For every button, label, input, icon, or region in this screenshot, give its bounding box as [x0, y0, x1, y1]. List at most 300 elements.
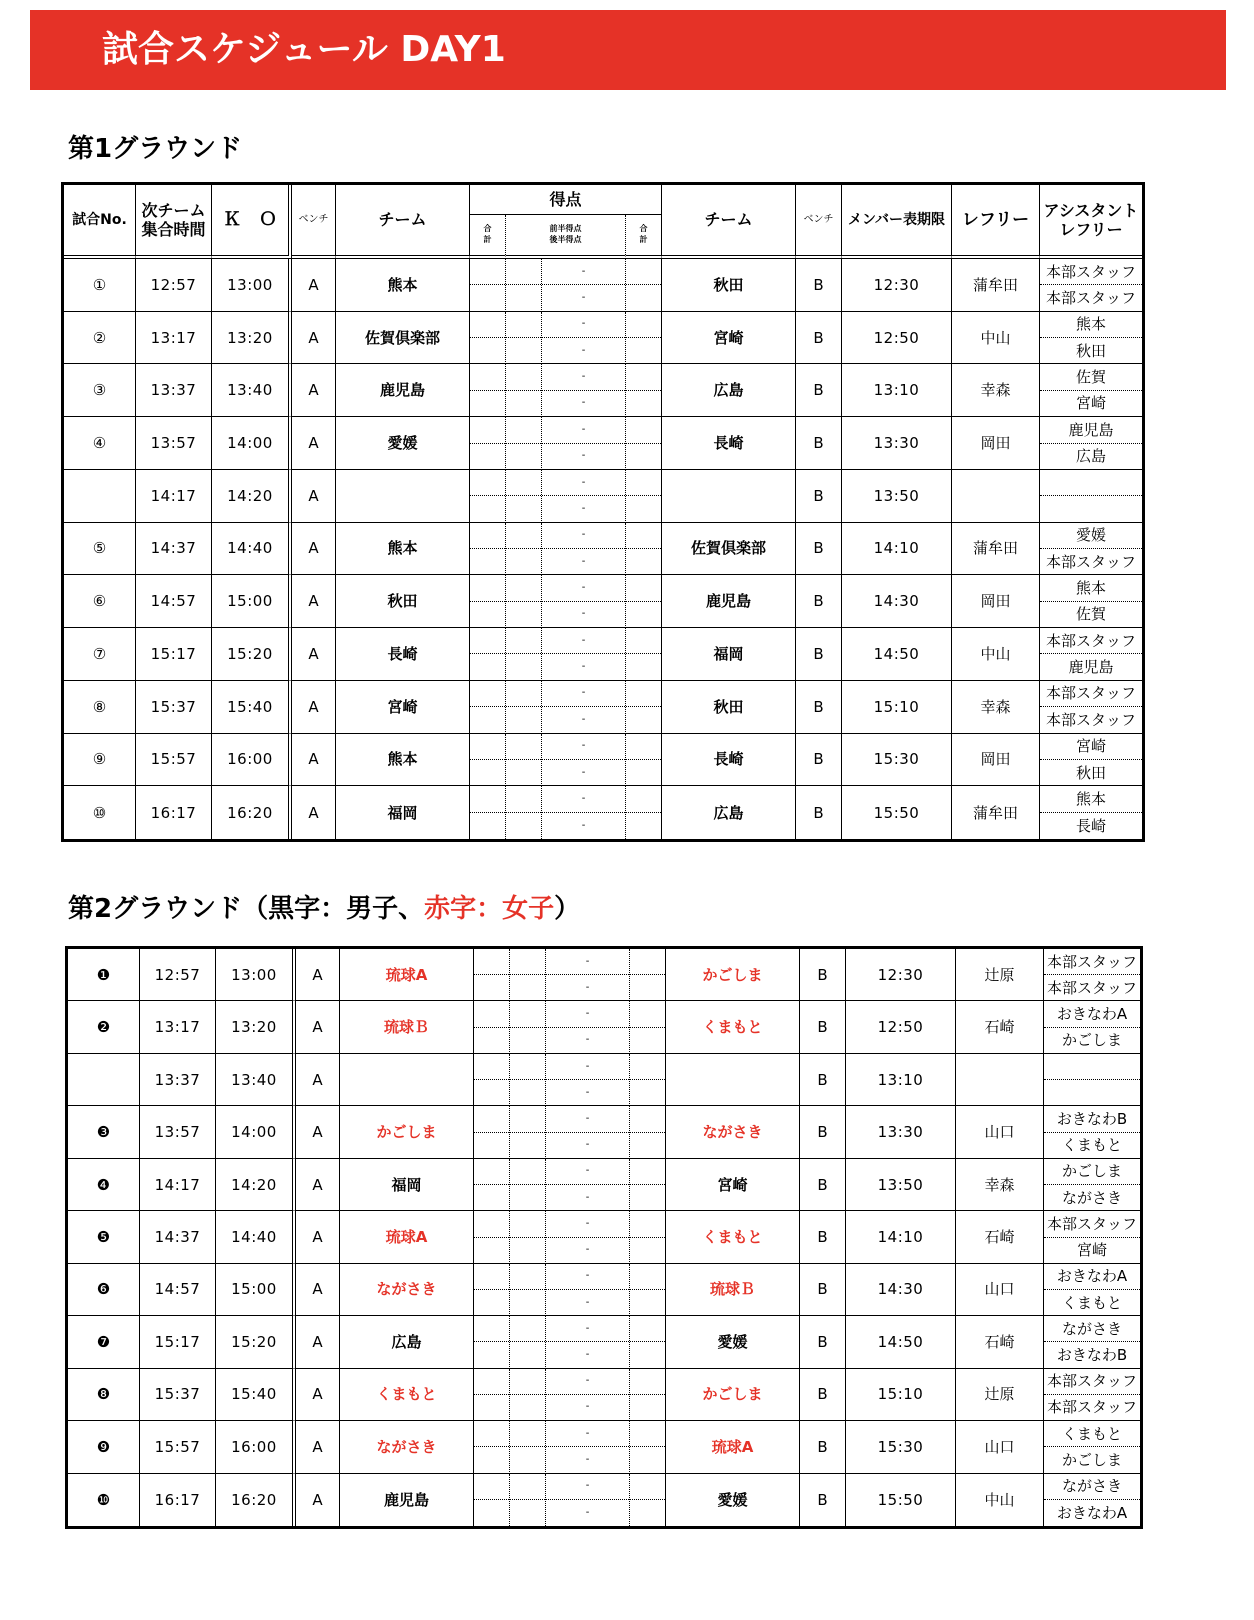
score-total-b-half-1	[626, 734, 661, 760]
match-number: ❻	[68, 1264, 140, 1316]
member-deadline: 13:10	[842, 364, 952, 417]
score-total-b	[630, 949, 666, 1001]
bench-b: B	[796, 575, 842, 628]
assistant-referee-1: 本部スタッフ	[1044, 949, 1140, 975]
score-total-b-half-1	[626, 523, 661, 549]
score-half-a-half-2	[506, 285, 541, 310]
score-total-a	[470, 575, 506, 628]
score-half-b-half-2: -	[581, 661, 586, 673]
match-number: ❶	[68, 949, 140, 1001]
score-half-b-half-2: -	[585, 1086, 590, 1098]
match-number: ⑤	[64, 523, 136, 576]
assistant-referee-1: 佐賀	[1040, 364, 1142, 390]
match-number: ①	[64, 259, 136, 312]
assistant-referees	[1044, 1369, 1140, 1421]
score-half-a-half-1	[510, 1054, 545, 1080]
score-half-a	[506, 417, 542, 470]
assistant-referee-2: かごしま	[1061, 1450, 1122, 1469]
assistant-referee-2: 秋田	[1075, 341, 1106, 360]
team-b: 秋田	[662, 681, 796, 734]
score-half-a-half-2	[510, 975, 545, 1000]
score-half-a-half-2	[506, 444, 541, 469]
bench-b: B	[800, 1264, 846, 1316]
score-half-a-half-1	[510, 1106, 545, 1132]
member-deadline: 12:30	[846, 949, 956, 1001]
score-half-a	[506, 259, 542, 312]
member-deadline: 15:10	[846, 1369, 956, 1421]
score-half-a-half-1	[510, 1264, 545, 1290]
bench-a: A	[296, 1001, 340, 1053]
team-b: 愛媛	[666, 1474, 800, 1526]
score-half-b-half-1: -	[542, 259, 625, 285]
score-total-a-half-2	[470, 549, 505, 574]
gather-time: 15:17	[140, 1316, 216, 1368]
score-total-b-half-2	[630, 1447, 665, 1472]
assistant-referee-1: 本部スタッフ	[1044, 1211, 1140, 1237]
score-total-a	[470, 470, 506, 523]
gather-time: 15:17	[136, 628, 212, 681]
member-deadline: 12:50	[842, 312, 952, 365]
score-total-a-half-1	[470, 681, 505, 707]
score-total-b	[626, 734, 662, 787]
bench-a: A	[296, 949, 340, 1001]
ground2-table	[65, 946, 1143, 1529]
score-half-a-half-1	[510, 1369, 545, 1395]
match-number: ⑥	[64, 575, 136, 628]
kickoff-time: 15:20	[216, 1316, 296, 1368]
gather-time: 14:37	[140, 1211, 216, 1263]
team-a: 熊本	[336, 523, 470, 576]
bench-a: A	[296, 1159, 340, 1211]
score-half-b-half-2: -	[585, 981, 590, 993]
kickoff-time: 13:40	[212, 364, 292, 417]
score-total-b	[626, 681, 662, 734]
score-half-b-half-2: -	[581, 292, 586, 304]
score-total-a-half-2	[474, 1133, 509, 1158]
team-b	[666, 1054, 800, 1106]
score-total-a-half-1	[470, 523, 505, 549]
bench-b: B	[796, 786, 842, 839]
team-b: 鹿児島	[662, 575, 796, 628]
bench-b: B	[800, 1106, 846, 1158]
score-total-a-half-2	[474, 1447, 509, 1472]
score-half-b-half-2: -	[581, 766, 586, 778]
member-deadline: 13:30	[842, 417, 952, 470]
score-total-a-half-1	[470, 312, 505, 338]
score-total-a-half-1	[474, 1264, 509, 1290]
assistant-referee-2: 宮崎	[1076, 1241, 1107, 1260]
referee: 辻原	[956, 1369, 1044, 1421]
match-number: ❿	[68, 1474, 140, 1526]
score-half-b	[546, 1001, 630, 1053]
score-half-a	[510, 1211, 546, 1263]
gather-time: 13:17	[140, 1001, 216, 1053]
score-half-a-half-1	[510, 1159, 545, 1185]
score-half-a	[506, 364, 542, 417]
header-match-no: 試合No.	[64, 185, 136, 259]
score-total-b-half-2	[626, 444, 661, 469]
assistant-referees	[1040, 734, 1142, 787]
match-number: ③	[64, 364, 136, 417]
bench-a: A	[296, 1316, 340, 1368]
ground1-table	[61, 182, 1145, 842]
referee: 幸森	[952, 681, 1040, 734]
score-half-a-half-1	[506, 364, 541, 390]
bench-a: A	[292, 575, 336, 628]
member-deadline: 13:50	[846, 1159, 956, 1211]
score-half-a	[510, 1421, 546, 1473]
score-half-a-half-2	[510, 1290, 545, 1315]
score-half-b-half-2: -	[581, 344, 586, 356]
score-total-a-half-2	[474, 1185, 509, 1210]
match-number: ❾	[68, 1421, 140, 1473]
gather-time: 15:37	[136, 681, 212, 734]
team-b: 愛媛	[666, 1316, 800, 1368]
gather-time: 13:57	[140, 1106, 216, 1158]
team-b: くまもと	[666, 1001, 800, 1053]
referee: 山口	[956, 1421, 1044, 1473]
score-half-a-half-2	[506, 760, 541, 785]
score-total-a-half-2	[470, 707, 505, 732]
score-total-a-half-2	[470, 391, 505, 416]
assistant-referee-2: 宮崎	[1075, 394, 1106, 413]
assistant-referee-2: 広島	[1075, 447, 1106, 466]
score-half-a	[506, 628, 542, 681]
score-half-a-half-1	[510, 1421, 545, 1447]
member-deadline: 15:50	[842, 786, 952, 839]
ground1-grid	[64, 185, 1142, 839]
header-assistant-line1: アシスタント	[1043, 200, 1139, 220]
title-banner	[30, 10, 1226, 90]
bench-b: B	[796, 259, 842, 312]
kickoff-time: 13:00	[216, 949, 296, 1001]
bench-a: A	[292, 312, 336, 365]
assistant-referees	[1040, 523, 1142, 576]
assistant-referee-1: 鹿児島	[1040, 417, 1142, 443]
bench-a: A	[292, 628, 336, 681]
score-half-a-half-1	[506, 312, 541, 338]
assistant-referee-1: ながさき	[1044, 1316, 1140, 1342]
match-number: ❸	[68, 1106, 140, 1158]
assistant-referee-1: 熊本	[1040, 312, 1142, 338]
kickoff-time: 16:00	[212, 734, 292, 787]
score-total-a-half-2	[474, 1238, 509, 1263]
score-half-b-half-2: -	[581, 713, 586, 725]
assistant-referee-1	[1044, 1054, 1140, 1080]
team-a: 琉球A	[340, 1211, 474, 1263]
kickoff-time: 14:40	[216, 1211, 296, 1263]
assistant-referee-1: おきなわA	[1044, 1001, 1140, 1027]
kickoff-time: 15:40	[212, 681, 292, 734]
score-total-b-half-2	[626, 813, 661, 839]
team-b: 宮崎	[666, 1159, 800, 1211]
team-b: 宮崎	[662, 312, 796, 365]
ground2-grid	[68, 949, 1140, 1526]
team-b: 長崎	[662, 417, 796, 470]
score-total-b-half-2	[630, 1500, 665, 1526]
referee: 幸森	[952, 364, 1040, 417]
bench-a: A	[292, 523, 336, 576]
ground1-heading: 第1グラウンド	[68, 134, 243, 164]
assistant-referees	[1044, 1264, 1140, 1316]
match-number: ④	[64, 417, 136, 470]
score-half-a	[506, 523, 542, 576]
gather-time: 14:57	[140, 1264, 216, 1316]
match-number: ②	[64, 312, 136, 365]
assistant-referee-2: くまもと	[1061, 1293, 1122, 1312]
member-deadline: 13:50	[842, 470, 952, 523]
score-half-b-half-1: -	[546, 1106, 629, 1132]
bench-b: B	[800, 1474, 846, 1526]
member-deadline: 14:50	[846, 1316, 956, 1368]
score-total-a	[474, 1421, 510, 1473]
score-total-b-half-2	[630, 1028, 665, 1053]
assistant-referees	[1044, 1421, 1140, 1473]
header-member-deadline: メンバー表期限	[842, 185, 952, 259]
score-half-a-half-1	[506, 734, 541, 760]
assistant-referee-1	[1040, 470, 1142, 496]
score-total-b-half-2	[630, 1342, 665, 1367]
score-total-a	[470, 312, 506, 365]
score-half-a	[506, 470, 542, 523]
header-assistant-referee	[1040, 185, 1142, 259]
score-half-b-half-2: -	[585, 1401, 590, 1413]
score-total-b	[630, 1106, 666, 1158]
score-total-b	[626, 470, 662, 523]
gather-time: 15:57	[140, 1421, 216, 1473]
score-half-a-half-2	[510, 1133, 545, 1158]
team-a: 秋田	[336, 575, 470, 628]
score-half-a-half-2	[506, 813, 541, 839]
bench-b: B	[800, 1316, 846, 1368]
assistant-referee-2: おきなわA	[1056, 1504, 1128, 1523]
score-half-a	[506, 681, 542, 734]
member-deadline: 15:10	[842, 681, 952, 734]
score-total-a	[470, 364, 506, 417]
header-bench-b: ベンチ	[796, 185, 842, 259]
header-gather-line2: 集合時間	[141, 220, 206, 239]
score-total-b-half-1	[626, 470, 661, 496]
score-half-a-half-2	[506, 338, 541, 363]
team-a: 長崎	[336, 628, 470, 681]
score-total-a-half-2	[474, 1500, 509, 1526]
score-total-b-half-2	[630, 1133, 665, 1158]
score-total-b-half-2	[626, 707, 661, 732]
score-half-b	[542, 734, 626, 787]
score-half-b-half-1: -	[542, 628, 625, 654]
score-half-b	[542, 259, 626, 312]
score-half-b-half-2: -	[581, 502, 586, 514]
score-total-a	[470, 786, 506, 839]
score-total-b-half-1	[630, 1421, 665, 1447]
score-total-b	[630, 1211, 666, 1263]
assistant-referee-2	[1040, 496, 1142, 521]
header-assistant-line2: レフリー	[1059, 220, 1123, 239]
bench-a: A	[292, 364, 336, 417]
score-half-b-half-1: -	[546, 1159, 629, 1185]
team-a: 鹿児島	[336, 364, 470, 417]
score-half-b-half-1: -	[542, 470, 625, 496]
score-total-a	[474, 1211, 510, 1263]
header-total-b-1: 合	[639, 224, 648, 234]
score-total-b-half-2	[630, 1185, 665, 1210]
score-total-b-half-2	[630, 1290, 665, 1315]
score-half-a-half-1	[510, 949, 545, 975]
assistant-referees	[1040, 364, 1142, 417]
score-total-a	[474, 1264, 510, 1316]
score-total-b-half-1	[626, 575, 661, 601]
assistant-referee-2: 佐賀	[1075, 605, 1106, 624]
team-a	[336, 470, 470, 523]
score-half-a	[506, 575, 542, 628]
assistant-referee-2: 本部スタッフ	[1045, 552, 1136, 571]
assistant-referee-1: 愛媛	[1040, 523, 1142, 549]
bench-b: B	[800, 1159, 846, 1211]
assistant-referee-1: 熊本	[1040, 575, 1142, 601]
assistant-referees	[1040, 417, 1142, 470]
assistant-referee-1: 本部スタッフ	[1040, 681, 1142, 707]
score-half-a	[510, 1106, 546, 1158]
assistant-referee-2: くまもと	[1061, 1136, 1122, 1155]
header-half-scores	[506, 215, 626, 259]
match-number	[68, 1054, 140, 1106]
score-half-a	[506, 734, 542, 787]
bench-a: A	[292, 470, 336, 523]
team-b: ながさき	[666, 1106, 800, 1158]
gather-time: 13:37	[136, 364, 212, 417]
bench-b: B	[796, 523, 842, 576]
team-a: 宮崎	[336, 681, 470, 734]
score-total-b-half-2	[626, 602, 661, 627]
team-a: 琉球A	[340, 949, 474, 1001]
assistant-referee-2: 本部スタッフ	[1045, 710, 1136, 729]
kickoff-time: 14:00	[216, 1106, 296, 1158]
assistant-referees	[1044, 1159, 1140, 1211]
header-total-a-1: 合	[483, 224, 492, 234]
score-total-b	[626, 312, 662, 365]
score-half-a-half-1	[506, 259, 541, 285]
score-total-b	[626, 628, 662, 681]
kickoff-time: 14:20	[216, 1159, 296, 1211]
score-half-b-half-2: -	[581, 450, 586, 462]
bench-b: B	[796, 734, 842, 787]
bench-b: B	[800, 1054, 846, 1106]
bench-a: A	[296, 1369, 340, 1421]
score-total-b-half-2	[630, 1395, 665, 1420]
score-total-b-half-1	[626, 259, 661, 285]
bench-b: B	[800, 1001, 846, 1053]
team-b: 広島	[662, 786, 796, 839]
assistant-referees	[1040, 681, 1142, 734]
score-half-a-half-1	[506, 628, 541, 654]
member-deadline: 13:30	[846, 1106, 956, 1158]
member-deadline: 14:10	[842, 523, 952, 576]
ground2-heading-legend: 赤字：女子	[424, 894, 555, 924]
score-total-b-half-1	[630, 1054, 665, 1080]
score-total-b-half-2	[626, 496, 661, 521]
referee: 中山	[952, 628, 1040, 681]
team-b: 長崎	[662, 734, 796, 787]
team-a: 福岡	[336, 786, 470, 839]
header-gather-time	[136, 185, 212, 259]
score-half-b	[546, 1421, 630, 1473]
assistant-referees	[1040, 312, 1142, 365]
score-total-a	[474, 1001, 510, 1053]
score-total-a	[474, 1054, 510, 1106]
referee: 山口	[956, 1106, 1044, 1158]
referee: 石崎	[956, 1316, 1044, 1368]
assistant-referee-2: かごしま	[1061, 1031, 1122, 1050]
assistant-referee-2: 秋田	[1075, 763, 1106, 782]
assistant-referees	[1040, 575, 1142, 628]
score-total-a	[470, 628, 506, 681]
score-half-b-half-1: -	[546, 1001, 629, 1027]
match-number: ❺	[68, 1211, 140, 1263]
team-a	[340, 1054, 474, 1106]
score-half-b-half-2: -	[581, 608, 586, 620]
assistant-referees	[1044, 1474, 1140, 1526]
bench-a: A	[292, 259, 336, 312]
assistant-referees	[1040, 259, 1142, 312]
score-half-a	[506, 786, 542, 839]
score-half-b	[542, 786, 626, 839]
header-kickoff: Ｋ Ｏ	[212, 185, 292, 259]
assistant-referee-2: 本部スタッフ	[1046, 1398, 1137, 1417]
score-half-b-half-2: -	[585, 1453, 590, 1465]
score-half-b-half-2: -	[585, 1139, 590, 1151]
score-total-a-half-1	[474, 949, 509, 975]
assistant-referees	[1044, 1316, 1140, 1368]
score-half-b	[542, 681, 626, 734]
score-total-b-half-2	[626, 285, 661, 310]
bench-a: A	[296, 1211, 340, 1263]
score-total-a-half-2	[470, 813, 505, 839]
header-score: 得点	[470, 185, 662, 215]
score-total-a-half-2	[474, 1290, 509, 1315]
score-total-a-half-1	[474, 1106, 509, 1132]
score-half-a-half-2	[506, 549, 541, 574]
score-total-b-half-2	[630, 1238, 665, 1263]
score-total-a-half-2	[474, 1342, 509, 1367]
score-half-a-half-1	[506, 417, 541, 443]
team-b: かごしま	[666, 949, 800, 1001]
referee	[952, 470, 1040, 523]
assistant-referees	[1044, 1211, 1140, 1263]
score-total-a-half-2	[470, 285, 505, 310]
score-total-a-half-1	[474, 1054, 509, 1080]
match-number: ❼	[68, 1316, 140, 1368]
assistant-referee-2: 本部スタッフ	[1046, 978, 1137, 997]
score-half-a-half-2	[510, 1185, 545, 1210]
score-total-a-half-1	[474, 1474, 509, 1501]
score-total-b-half-1	[630, 1159, 665, 1185]
score-half-a-half-2	[510, 1395, 545, 1420]
member-deadline: 15:50	[846, 1474, 956, 1526]
bench-a: A	[296, 1264, 340, 1316]
score-total-a	[470, 259, 506, 312]
score-half-b-half-1: -	[546, 1316, 629, 1342]
assistant-referees	[1044, 1001, 1140, 1053]
score-half-a-half-2	[510, 1500, 545, 1526]
score-total-b	[630, 1264, 666, 1316]
team-b: 琉球A	[666, 1421, 800, 1473]
score-half-b	[542, 312, 626, 365]
score-half-a	[510, 1316, 546, 1368]
score-half-b-half-1: -	[546, 949, 629, 975]
score-half-a	[510, 1369, 546, 1421]
score-total-b	[630, 1316, 666, 1368]
bench-b: B	[796, 312, 842, 365]
